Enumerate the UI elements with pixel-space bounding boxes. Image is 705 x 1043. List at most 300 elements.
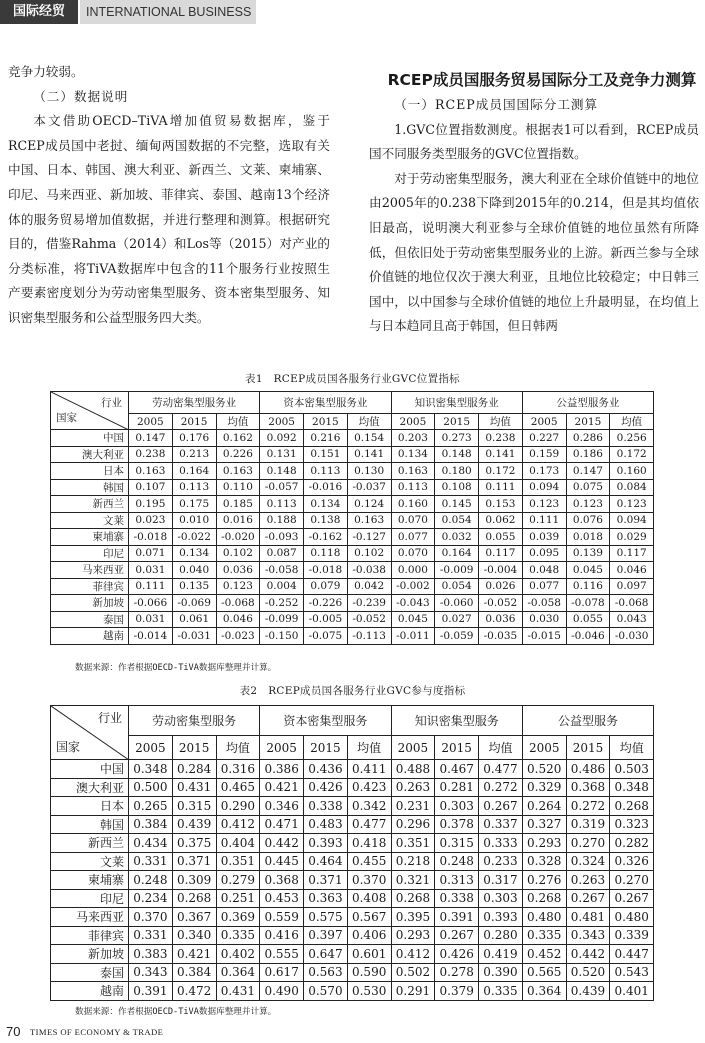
subcolumn-header: 2015 (172, 414, 216, 430)
value-cell: 0.471 (260, 815, 304, 834)
value-cell: 0.369 (216, 908, 260, 927)
subcolumn-header: 2015 (435, 414, 479, 430)
value-cell: -0.018 (304, 562, 348, 579)
value-cell: 0.113 (304, 463, 348, 480)
value-cell: 0.079 (304, 578, 348, 595)
value-cell: 0.323 (610, 815, 654, 834)
section-title: RCEP成员国服务贸易国际分工及竞争力测算 (387, 71, 697, 89)
value-cell: 0.040 (172, 562, 216, 579)
value-cell: 0.117 (610, 545, 654, 562)
value-cell: 0.130 (347, 463, 391, 480)
value-cell: 0.351 (216, 852, 260, 871)
value-cell: 0.434 (129, 834, 173, 853)
table-row (51, 545, 654, 562)
value-cell: 0.203 (391, 430, 435, 447)
value-cell: 0.268 (172, 889, 216, 908)
subcolumn-header: 均值 (347, 736, 391, 760)
value-cell: 0.117 (479, 545, 523, 562)
value-cell: 0.268 (391, 889, 435, 908)
table-header-row (51, 392, 654, 414)
value-cell: 0.213 (172, 446, 216, 463)
country-cell: 越南 (51, 982, 129, 1001)
value-cell: 0.218 (391, 852, 435, 871)
value-cell: 0.337 (479, 815, 523, 834)
corner-country-label: 国家 (56, 740, 81, 754)
value-cell: 0.486 (566, 760, 610, 779)
value-cell: 0.154 (347, 430, 391, 447)
value-cell: 0.445 (260, 852, 304, 871)
value-cell: 0.520 (522, 760, 566, 779)
corner-country-label: 国家 (56, 412, 77, 424)
value-cell: 0.131 (260, 446, 304, 463)
table-row (51, 834, 654, 853)
value-cell: 0.139 (566, 545, 610, 562)
table-row (51, 496, 654, 513)
value-cell: 0.032 (435, 529, 479, 546)
value-cell: 0.123 (566, 496, 610, 513)
value-cell: 0.412 (391, 945, 435, 964)
value-cell: 0.321 (391, 871, 435, 890)
value-cell: -0.226 (304, 595, 348, 612)
value-cell: 0.368 (260, 871, 304, 890)
subcolumn-header: 2015 (566, 414, 610, 430)
value-cell: -0.093 (260, 529, 304, 546)
value-cell: 0.402 (216, 945, 260, 964)
table-row (51, 778, 654, 797)
value-cell: 0.452 (522, 945, 566, 964)
value-cell: -0.127 (347, 529, 391, 546)
subcolumn-header: 2005 (260, 736, 304, 760)
value-cell: -0.239 (347, 595, 391, 612)
right-column (369, 68, 699, 339)
value-cell: 0.267 (479, 797, 523, 816)
value-cell: 0.329 (522, 778, 566, 797)
subcolumn-header: 2005 (522, 414, 566, 430)
value-cell: 0.145 (435, 496, 479, 513)
value-cell: -0.002 (391, 578, 435, 595)
country-cell: 文莱 (51, 852, 129, 871)
value-cell: 0.113 (172, 479, 216, 496)
value-cell: -0.018 (129, 529, 173, 546)
value-cell: 0.123 (610, 496, 654, 513)
country-cell: 泰国 (51, 611, 129, 628)
group-header: 资本密集型服务业 (260, 392, 391, 414)
table-row (51, 945, 654, 964)
country-cell: 新西兰 (51, 834, 129, 853)
value-cell: 0.575 (304, 908, 348, 927)
value-cell: 0.036 (216, 562, 260, 579)
table-row (51, 871, 654, 890)
value-cell: -0.023 (216, 628, 260, 645)
value-cell: 0.363 (304, 889, 348, 908)
value-cell: 0.408 (347, 889, 391, 908)
value-cell: -0.060 (435, 595, 479, 612)
value-cell: 0.368 (566, 778, 610, 797)
group-header: 劳动密集型服务 (129, 706, 260, 736)
value-cell: 0.348 (610, 778, 654, 797)
value-cell: 0.319 (566, 815, 610, 834)
value-cell: 0.500 (129, 778, 173, 797)
body-paragraph-1: 1.GVC位置指数测度。根据表1可以看到，RCEP成员国不同服务类型服务的GVC位置指数。 (369, 121, 699, 162)
value-cell: 0.317 (479, 871, 523, 890)
value-cell: 0.023 (129, 512, 173, 529)
value-cell: 0.238 (479, 430, 523, 447)
value-cell: -0.043 (391, 595, 435, 612)
value-cell: 0.043 (610, 611, 654, 628)
value-cell: 0.490 (260, 982, 304, 1001)
value-cell: 0.296 (391, 815, 435, 834)
value-cell: 0.147 (129, 430, 173, 447)
country-cell: 澳大利亚 (51, 446, 129, 463)
table1-source: 数据来源：作者根据OECD-TiVA数据库整理并计算。 (75, 663, 277, 673)
value-cell: 0.346 (260, 797, 304, 816)
value-cell: 0.010 (172, 512, 216, 529)
value-cell: 0.216 (304, 430, 348, 447)
value-cell: 0.370 (129, 908, 173, 927)
subcolumn-header: 均值 (347, 414, 391, 430)
value-cell: 0.279 (216, 871, 260, 890)
country-cell: 澳大利亚 (51, 778, 129, 797)
value-cell: 0.270 (610, 871, 654, 890)
value-cell: 0.480 (610, 908, 654, 927)
value-cell: 0.418 (347, 834, 391, 853)
value-cell: 0.391 (129, 982, 173, 1001)
corner-industry-label: 行业 (97, 711, 122, 725)
country-cell: 菲律宾 (51, 578, 129, 595)
value-cell: 0.426 (304, 778, 348, 797)
value-cell: 0.328 (522, 852, 566, 871)
value-cell: 0.180 (435, 463, 479, 480)
value-cell: 0.111 (522, 512, 566, 529)
value-cell: 0.027 (435, 611, 479, 628)
value-cell: 0.000 (391, 562, 435, 579)
value-cell: 0.263 (566, 871, 610, 890)
value-cell: 0.159 (522, 446, 566, 463)
value-cell: 0.303 (479, 889, 523, 908)
value-cell: 0.617 (260, 963, 304, 982)
table-header-row (51, 706, 654, 736)
value-cell: 0.164 (435, 545, 479, 562)
value-cell: -0.052 (347, 611, 391, 628)
value-cell: 0.084 (610, 479, 654, 496)
value-cell: 0.227 (522, 430, 566, 447)
value-cell: -0.252 (260, 595, 304, 612)
value-cell: 0.264 (522, 797, 566, 816)
group-header: 公益型服务业 (522, 392, 653, 414)
value-cell: 0.054 (435, 578, 479, 595)
value-cell: 0.004 (260, 578, 304, 595)
value-cell: -0.069 (172, 595, 216, 612)
value-cell: 0.186 (566, 446, 610, 463)
value-cell: 0.163 (391, 463, 435, 480)
country-cell: 新西兰 (51, 496, 129, 513)
value-cell: 0.431 (172, 778, 216, 797)
value-cell: 0.226 (216, 446, 260, 463)
value-cell: 0.233 (479, 852, 523, 871)
section-label-cn: 国际经贸 (0, 0, 78, 24)
value-cell: 0.054 (435, 512, 479, 529)
country-cell: 韩国 (51, 815, 129, 834)
value-cell: -0.058 (522, 595, 566, 612)
value-cell: 0.234 (129, 889, 173, 908)
value-cell: -0.066 (129, 595, 173, 612)
table-row (51, 430, 654, 447)
value-cell: 0.436 (304, 760, 348, 779)
value-cell: 0.340 (172, 926, 216, 945)
value-cell: 0.097 (610, 578, 654, 595)
value-cell: 0.371 (304, 871, 348, 890)
country-cell: 菲律宾 (51, 926, 129, 945)
value-cell: 0.465 (216, 778, 260, 797)
value-cell: 0.367 (172, 908, 216, 927)
country-cell: 马来西亚 (51, 908, 129, 927)
country-cell: 柬埔寨 (51, 871, 129, 890)
value-cell: 0.134 (304, 496, 348, 513)
value-cell: 0.335 (216, 926, 260, 945)
value-cell: 0.406 (347, 926, 391, 945)
table-corner-cell (51, 706, 129, 760)
body-paragraph-2: 对于劳动密集型服务，澳大利亚在全球价值链中的地位由2005年的0.238下降到2015年的0.214，但是其均值依旧最高，说明澳大利亚参与全球价值链的地位虽然有所降低，但依旧处于劳动密集型服务业的上游。新西兰参与全球价值链的地位仅次于澳大利亚，且地位比较稳定；中日韩三国中，以中国参与全球价值链的地位上升最明显，在均值上与日本趋同且高于韩国，但日韩两 (369, 170, 699, 334)
table-row (51, 628, 654, 645)
value-cell: 0.401 (610, 982, 654, 1001)
value-cell: 0.467 (435, 760, 479, 779)
value-cell: -0.037 (347, 479, 391, 496)
value-cell: 0.256 (610, 430, 654, 447)
table1-caption: 表1 RCEP成员国各服务行业GVC位置指标 (245, 373, 460, 385)
value-cell: 0.163 (129, 463, 173, 480)
value-cell: 0.342 (347, 797, 391, 816)
opening-line: 竞争力较弱。 (8, 64, 84, 79)
value-cell: 0.442 (566, 945, 610, 964)
value-cell: 0.348 (129, 760, 173, 779)
country-cell: 泰国 (51, 963, 129, 982)
value-cell: 0.160 (610, 463, 654, 480)
table2-source: 数据来源：作者根据OECD-TiVA数据库整理并计算。 (75, 1007, 277, 1017)
value-cell: 0.102 (347, 545, 391, 562)
value-cell: 0.163 (216, 463, 260, 480)
corner-industry-label: 行业 (101, 397, 122, 409)
value-cell: 0.477 (479, 760, 523, 779)
value-cell: 0.270 (566, 834, 610, 853)
value-cell: 0.331 (129, 852, 173, 871)
table-row (51, 611, 654, 628)
value-cell: 0.421 (172, 945, 216, 964)
value-cell: 0.559 (260, 908, 304, 927)
value-cell: 0.153 (479, 496, 523, 513)
subcolumn-header: 均值 (610, 414, 654, 430)
value-cell: 0.077 (522, 578, 566, 595)
magazine-name: TIMES OF ECONOMY & TRADE (30, 1027, 164, 1037)
value-cell: 0.364 (216, 963, 260, 982)
value-cell: 0.375 (172, 834, 216, 853)
value-cell: 0.442 (260, 834, 304, 853)
value-cell: 0.123 (522, 496, 566, 513)
table-subheader-row (51, 414, 654, 430)
value-cell: 0.039 (522, 529, 566, 546)
country-cell: 新加坡 (51, 945, 129, 964)
value-cell: 0.016 (216, 512, 260, 529)
country-cell: 日本 (51, 797, 129, 816)
value-cell: 0.061 (172, 611, 216, 628)
country-cell: 马来西亚 (51, 562, 129, 579)
subcolumn-header: 2015 (304, 414, 348, 430)
value-cell: 0.018 (566, 529, 610, 546)
value-cell: 0.164 (172, 463, 216, 480)
value-cell: 0.160 (391, 496, 435, 513)
value-cell: 0.162 (216, 430, 260, 447)
value-cell: -0.162 (304, 529, 348, 546)
page-number: 70 (6, 1024, 21, 1039)
value-cell: 0.421 (260, 778, 304, 797)
table-row (51, 797, 654, 816)
subcolumn-header: 2005 (129, 414, 173, 430)
value-cell: 0.030 (522, 611, 566, 628)
value-cell: -0.031 (172, 628, 216, 645)
subcolumn-header: 2015 (172, 736, 216, 760)
country-cell: 韩国 (51, 479, 129, 496)
value-cell: 0.411 (347, 760, 391, 779)
value-cell: 0.324 (566, 852, 610, 871)
value-cell: 0.268 (610, 797, 654, 816)
value-cell: 0.248 (129, 871, 173, 890)
value-cell: 0.173 (522, 463, 566, 480)
value-cell: 0.303 (435, 797, 479, 816)
value-cell: 0.087 (260, 545, 304, 562)
value-cell: 0.338 (304, 797, 348, 816)
value-cell: -0.005 (304, 611, 348, 628)
value-cell: 0.395 (391, 908, 435, 927)
table1 (50, 391, 654, 645)
value-cell: 0.416 (260, 926, 304, 945)
value-cell: 0.384 (172, 963, 216, 982)
value-cell: 0.555 (260, 945, 304, 964)
value-cell: 0.412 (216, 815, 260, 834)
value-cell: 0.351 (391, 834, 435, 853)
value-cell: 0.502 (391, 963, 435, 982)
page-header (0, 0, 705, 26)
value-cell: 0.601 (347, 945, 391, 964)
table-row (51, 562, 654, 579)
value-cell: 0.046 (610, 562, 654, 579)
value-cell: 0.134 (391, 446, 435, 463)
subcolumn-header: 均值 (479, 736, 523, 760)
country-cell: 中国 (51, 760, 129, 779)
value-cell: 0.281 (435, 778, 479, 797)
table-row (51, 760, 654, 779)
table-corner-cell (51, 392, 129, 430)
value-cell: 0.124 (347, 496, 391, 513)
value-cell: 0.272 (479, 778, 523, 797)
value-cell: -0.009 (435, 562, 479, 579)
value-cell: 0.472 (172, 982, 216, 1001)
subheading-division-of-labor: （一）RCEP成员国国际分工测算 (394, 97, 599, 112)
value-cell: 0.102 (216, 545, 260, 562)
table-row (51, 982, 654, 1001)
value-cell: 0.647 (304, 945, 348, 964)
value-cell: 0.094 (610, 512, 654, 529)
value-cell: 0.439 (172, 815, 216, 834)
value-cell: 0.188 (260, 512, 304, 529)
value-cell: 0.031 (129, 562, 173, 579)
value-cell: 0.503 (610, 760, 654, 779)
value-cell: 0.565 (522, 963, 566, 982)
value-cell: -0.052 (479, 595, 523, 612)
value-cell: 0.251 (216, 889, 260, 908)
value-cell: 0.426 (435, 945, 479, 964)
subcolumn-header: 均值 (216, 736, 260, 760)
group-header: 知识密集型服务业 (391, 392, 522, 414)
value-cell: 0.110 (216, 479, 260, 496)
value-cell: 0.116 (566, 578, 610, 595)
value-cell: 0.273 (435, 430, 479, 447)
value-cell: 0.176 (172, 430, 216, 447)
value-cell: 0.045 (566, 562, 610, 579)
value-cell: 0.111 (129, 578, 173, 595)
group-header: 劳动密集型服务业 (129, 392, 260, 414)
value-cell: 0.108 (435, 479, 479, 496)
value-cell: 0.141 (347, 446, 391, 463)
table-row (51, 908, 654, 927)
value-cell: 0.148 (435, 446, 479, 463)
value-cell: 0.384 (129, 815, 173, 834)
subcolumn-header: 均值 (479, 414, 523, 430)
value-cell: 0.268 (522, 889, 566, 908)
value-cell: 0.343 (566, 926, 610, 945)
value-cell: 0.335 (479, 982, 523, 1001)
value-cell: -0.068 (216, 595, 260, 612)
value-cell: 0.455 (347, 852, 391, 871)
value-cell: 0.290 (216, 797, 260, 816)
value-cell: 0.071 (129, 545, 173, 562)
value-cell: 0.481 (566, 908, 610, 927)
group-header: 知识密集型服务 (391, 706, 522, 736)
value-cell: 0.530 (347, 982, 391, 1001)
value-cell: 0.477 (347, 815, 391, 834)
table-row (51, 578, 654, 595)
value-cell: 0.267 (610, 889, 654, 908)
value-cell: 0.393 (304, 834, 348, 853)
country-cell: 印尼 (51, 545, 129, 562)
value-cell: 0.134 (172, 545, 216, 562)
value-cell: 0.453 (260, 889, 304, 908)
value-cell: 0.278 (435, 963, 479, 982)
subcolumn-header: 2005 (129, 736, 173, 760)
country-cell: 中国 (51, 430, 129, 447)
value-cell: 0.291 (391, 982, 435, 1001)
value-cell: 0.263 (391, 778, 435, 797)
value-cell: 0.379 (435, 982, 479, 1001)
value-cell: 0.076 (566, 512, 610, 529)
value-cell: -0.015 (522, 628, 566, 645)
group-header: 资本密集型服务 (260, 706, 391, 736)
value-cell: -0.046 (566, 628, 610, 645)
value-cell: 0.397 (304, 926, 348, 945)
value-cell: 0.248 (435, 852, 479, 871)
value-cell: -0.038 (347, 562, 391, 579)
value-cell: 0.335 (522, 926, 566, 945)
value-cell: 0.055 (479, 529, 523, 546)
value-cell: 0.141 (479, 446, 523, 463)
value-cell: 0.238 (129, 446, 173, 463)
value-cell: -0.014 (129, 628, 173, 645)
country-cell: 印尼 (51, 889, 129, 908)
value-cell: 0.195 (129, 496, 173, 513)
value-cell: -0.057 (260, 479, 304, 496)
value-cell: 0.483 (304, 815, 348, 834)
table-row (51, 529, 654, 546)
value-cell: 0.378 (435, 815, 479, 834)
value-cell: 0.231 (391, 797, 435, 816)
